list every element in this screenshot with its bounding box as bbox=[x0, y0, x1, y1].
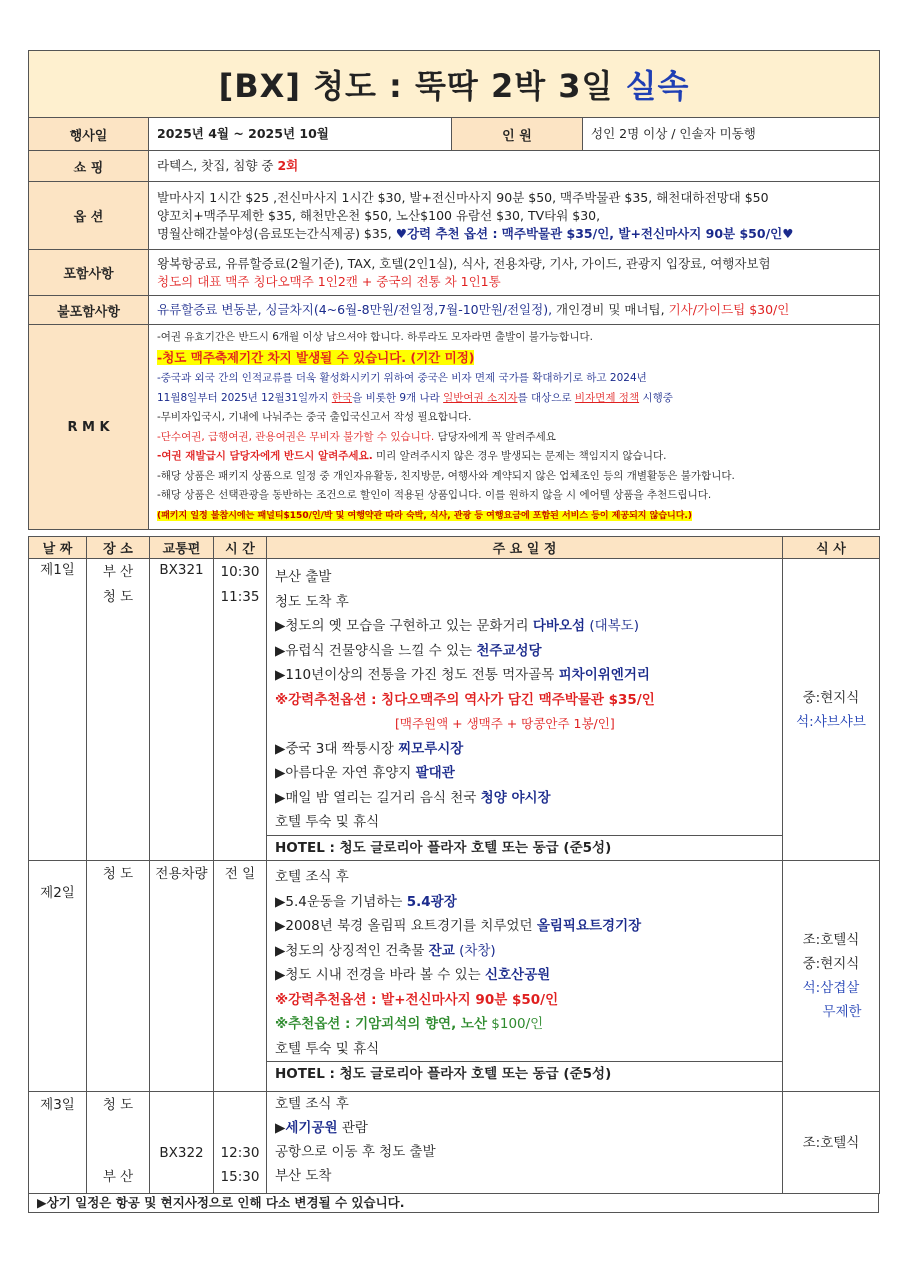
header-meal: 식 사 bbox=[783, 537, 880, 559]
schedule-footer-note: ▶상기 일정은 항공 및 현지사정으로 인해 다소 변경될 수 있습니다. bbox=[28, 1194, 879, 1213]
summary-table bbox=[28, 50, 880, 530]
schedule-table bbox=[28, 536, 880, 1194]
day2-transport: 전용차량 bbox=[150, 861, 214, 1092]
day3-transport: BX322 bbox=[150, 1092, 214, 1194]
shopping-value: 라텍스, 찻집, 침향 중 2회 bbox=[149, 151, 880, 182]
day1-row bbox=[29, 559, 880, 861]
day1-hotel: HOTEL : 청도 글로리아 플라자 호텔 또는 동급 (준5성) bbox=[267, 835, 782, 861]
day2-place: 청 도 bbox=[87, 861, 150, 1092]
day1-transport: BX321 bbox=[150, 559, 214, 861]
excluded-value: 유류할증료 변동분, 싱글차지(4~6월-8만원/전일정,7월-10만원/전일정), 개인경비 및 매너팁, 기사/가이드팁 $30/인 bbox=[149, 296, 880, 325]
included-value: 왕복항공료, 유류할증료(2월기준), TAX, 호텔(2인1실), 식사, 전용차량, 기사, 가이드, 관광지 입장료, 여행자보험 청도의 대표 맥주 칭다오맥주 1인2캔 + 중국의 전통 차 1인1통 bbox=[149, 250, 880, 296]
header-time: 시 간 bbox=[214, 537, 267, 559]
day2-recommend: ※강력추천옵션 : 발+전신마사지 90분 $50/인 bbox=[275, 991, 559, 1008]
itinerary-page bbox=[28, 50, 879, 1213]
header-place: 장 소 bbox=[87, 537, 150, 559]
day2-meal: 조:호텔식 중:현지식 석:삼겹살 무제한 bbox=[783, 861, 880, 1092]
options-value: 발마사지 1시간 $25 ,전신마사지 1시간 $30, 발+전신마사지 90분 $50, 맥주박물관 $35, 해천대하전망대 $50 양꼬치+맥주무제한 $35, 해천만온천 $50, 노산$100 유람선 $30, TV타워 $30, 명월산해간불야성(음료또는간식제공) $35, ♥강력 추천 옵션 : 맥주박물관 $35/인, 발+전신마사지 90분 $50/인♥ bbox=[149, 182, 880, 250]
day2-hotel: HOTEL : 청도 글로리아 플라자 호텔 또는 동급 (준5성) bbox=[267, 1061, 782, 1087]
shopping-count: 2회 bbox=[277, 158, 299, 173]
header-plan: 주 요 일 정 bbox=[267, 537, 783, 559]
day3-row bbox=[29, 1092, 880, 1194]
people-label: 인 원 bbox=[452, 118, 583, 151]
penalty-note: (패키지 일정 불참시에는 패널티$150/인/박 및 여행약관 따라 숙박, 식사, 관광 등 여행요금에 포함된 서비스 등이 제공되지 않습니다.) bbox=[157, 510, 692, 521]
header-day: 날 짜 bbox=[29, 537, 87, 559]
day1-day: 제1일 bbox=[29, 559, 87, 861]
day1-recommend: ※강력추천옵션 : 칭다오맥주의 역사가 담긴 맥주박물관 $35/인 bbox=[275, 691, 655, 708]
period-value: 2025년 4월 ~ 2025년 10월 bbox=[149, 118, 452, 151]
day1-place: 부 산 청 도 bbox=[87, 559, 150, 861]
day2-row bbox=[29, 861, 880, 1092]
day2-day: 제2일 bbox=[29, 861, 87, 1092]
shopping-label: 쇼 핑 bbox=[29, 151, 149, 182]
title-accent: 실속 bbox=[625, 67, 690, 105]
day3-plan: 호텔 조식 후 ▶세기공원 관람 공항으로 이동 후 청도 출발 부산 도착 bbox=[267, 1092, 783, 1194]
rmk-label: R M K bbox=[29, 325, 149, 530]
day1-meal: 중:현지식 석:샤브샤브 bbox=[783, 559, 880, 861]
rmk-notes: -여권 유효기간은 반드시 6개월 이상 남으셔야 합니다. 하루라도 모자라면 출발이 불가능합니다. -청도 맥주축제기간 차지 발생될 수 있습니다. (기간 미정) -중국과 외국 간의 인적교류를 더욱 활성화시키기 위하여 중국은 비자 면제 국가를 확대하기로 하고 2024년 11월8일부터 2025년 12월31일까지 한국을 비롯한 9개 나라 일반여권 소지자를 대상으로 비자면제 정책 시행중 -무비자입국시, 기내에 나눠주는 중국 출입국신고서 작성 필요합니다. -단수여권, 급행여권, 관용여권은 무비자 불가할 수 있습니다. 담당자에게 꼭 알려주세요 -여권 재발급시 담당자에게 반드시 알려주세요. 미리 알려주시지 않은 경우 발생되는 문제는 책임지지 않습니다. -해당 상품은 패키지 상품으로 일정 중 개인자유활동, 친지방문, 여행사와 계약되지 않은 업체조인 등의 개별활동은 불가합니다. -해당 상품은 선택관광을 동반하는 조건으로 할인이 적용된 상품입니다. 이를 원하지 않을 시 에어텔 상품을 추천드립니다. (패키지 일정 불참시에는 패널티$150/인/박 및 여행약관 따라 숙박, 식사, 관광 등 여행요금에 포함된 서비스 등이 제공되지 않습니다.) bbox=[149, 325, 880, 530]
day3-meal: 조:호텔식 bbox=[783, 1092, 880, 1194]
page-title: [BX] 청도 : 뚝딱 2박 3일 실속 bbox=[29, 51, 880, 118]
header-transport: 교통편 bbox=[150, 537, 214, 559]
day1-time: 10:30 11:35 bbox=[214, 559, 267, 861]
included-label: 포함사항 bbox=[29, 250, 149, 296]
day2-plan: 호텔 조식 후 ▶5.4운동을 기념하는 5.4광장 ▶2008년 북경 올림픽 요트경기를 치루었던 올림픽요트경기장 ▶청도의 상징적인 건축물 잔교 (차창) ▶청도 시내 전경을 바라 볼 수 있는 신호산공원 ※강력추천옵션 : 발+전신마사지 90분 $50/인 ※추천옵션 : 기암괴석의 향연, 노산 $100/인 호텔 투숙 및 휴식 HOTEL : 청도 글로리아 플라자 호텔 또는 동급 (준5성) bbox=[267, 861, 783, 1092]
day3-day: 제3일 bbox=[29, 1092, 87, 1194]
people-value: 성인 2명 이상 / 인솔자 미동행 bbox=[583, 118, 880, 151]
day2-time: 전 일 bbox=[214, 861, 267, 1092]
options-label: 옵 션 bbox=[29, 182, 149, 250]
festival-warning: -청도 맥주축제기간 차지 발생될 수 있습니다. (기간 미정) bbox=[157, 349, 475, 365]
day1-plan: 부산 출발 청도 도착 후 ▶청도의 옛 모습을 구현하고 있는 문화거리 다바오섬 (대복도) ▶유럽식 건물양식을 느낄 수 있는 천주교성당 ▶110년이상의 전통을 가진 청도 전통 먹자골목 피차이위엔거리 ※강력추천옵션 : 칭다오맥주의 역사가 담긴 맥주박물관 $35/인 [맥주원액 + 생맥주 + 땅콩안주 1봉/인] ▶중국 3대 짝퉁시장 찌모루시장 ▶아름다운 자연 휴양지 팔대관 ▶매일 밤 열리는 길거리 음식 천국 청양 야시장 호텔 투숙 및 휴식 HOTEL : 청도 글로리아 플라자 호텔 또는 동급 (준5성) bbox=[267, 559, 783, 861]
excluded-label: 불포함사항 bbox=[29, 296, 149, 325]
day3-place: 청 도 부 산 bbox=[87, 1092, 150, 1194]
options-recommend: ♥강력 추천 옵션 : 맥주박물관 $35/인, 발+전신마사지 90분 $50/인♥ bbox=[395, 225, 794, 241]
included-beer: 청도의 대표 맥주 칭다오맥주 1인2캔 + 중국의 전통 차 1인1통 bbox=[157, 273, 501, 289]
day3-time: 12:30 15:30 bbox=[214, 1092, 267, 1194]
period-label: 행사일 bbox=[29, 118, 149, 151]
